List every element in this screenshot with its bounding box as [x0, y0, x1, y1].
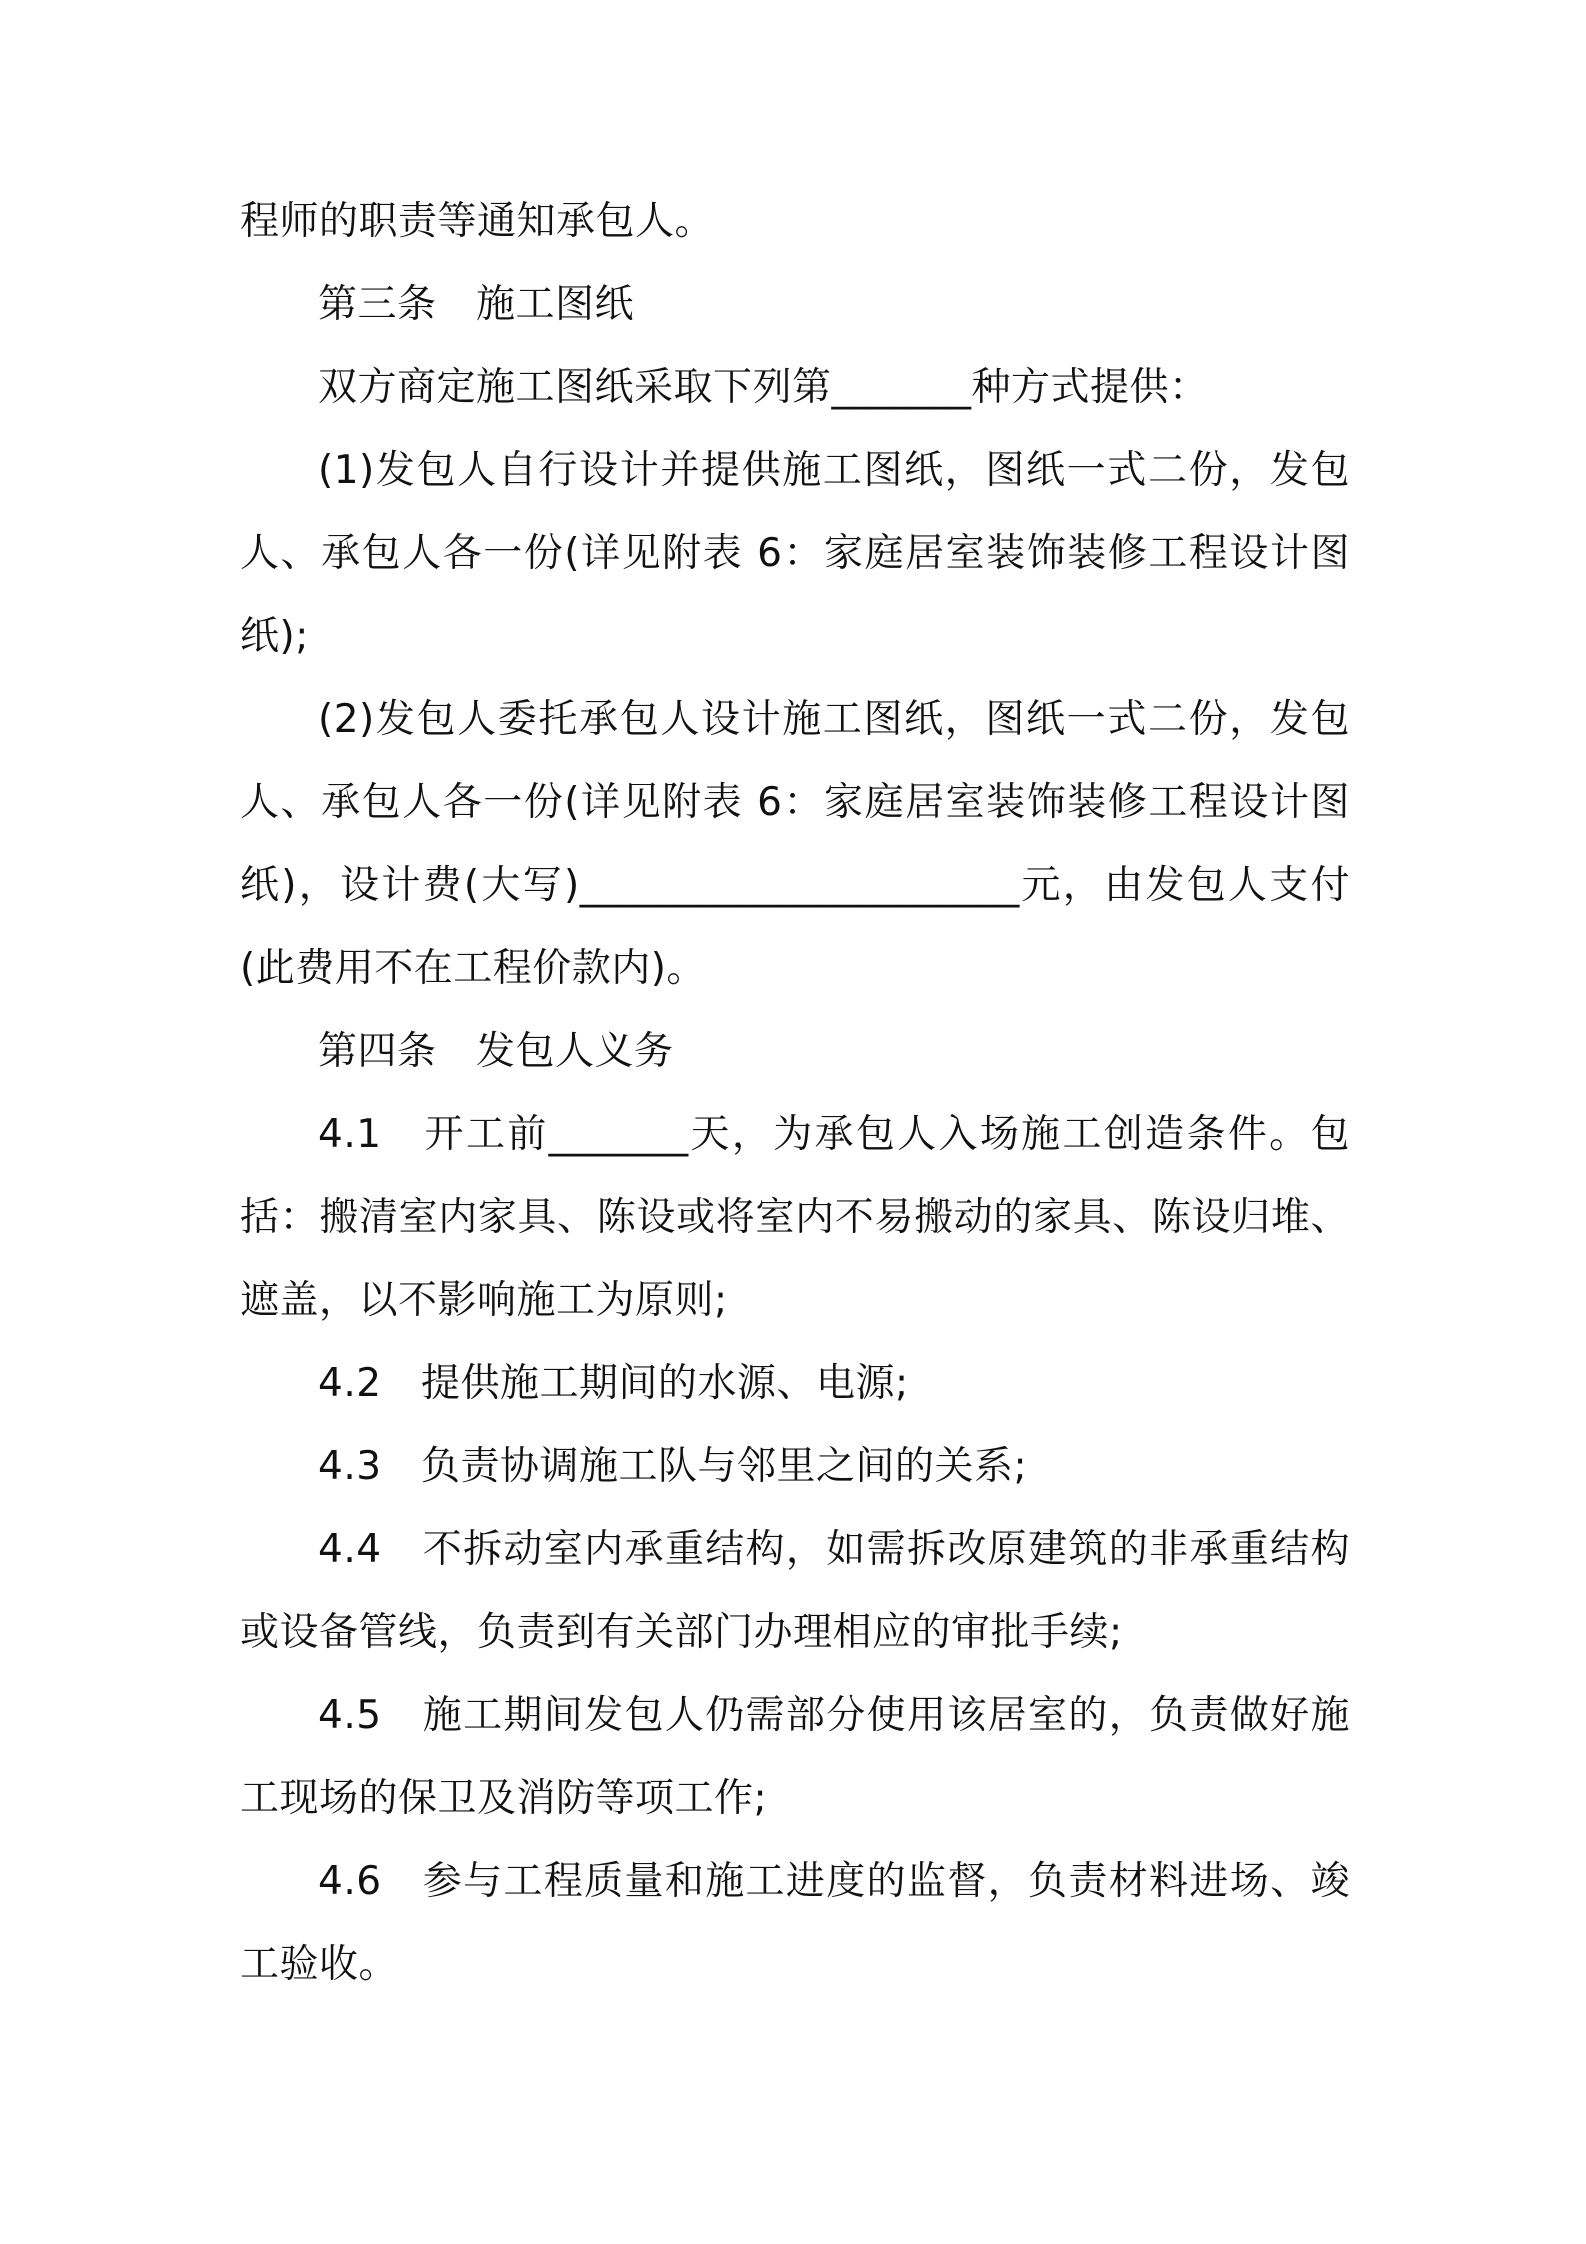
article-3-heading: 第三条 施工图纸 — [318, 282, 635, 327]
paragraph-drawing-method: 双方商定施工图纸采取下列第_______种方式提供： — [318, 365, 1209, 410]
clause-4-5: 4.5 施工期间发包人仍需部分使用该居室的，负责做好施工现场的保卫及消防等项工作; — [240, 1693, 1350, 1821]
clause-4-3: 4.3 负责协调施工队与邻里之间的关系; — [318, 1444, 1028, 1489]
paragraph-continuation: 程师的职责等通知承包人。 — [240, 199, 715, 244]
clause-4-1: 4.1 开工前_______天，为承包人入场施工创造条件。包括：搬清室内家具、陈设或将室内不易搬动的家具、陈设归堆、遮盖，以不影响施工为原则; — [240, 1112, 1350, 1323]
article-4-heading: 第四条 发包人义务 — [318, 1029, 674, 1074]
clause-4-4: 4.4 不拆动室内承重结构，如需拆改原建筑的非承重结构或设备管线，负责到有关部门办理相应的审批手续; — [240, 1527, 1350, 1655]
document-body — [240, 180, 1350, 2006]
paragraph-option-2: (2)发包人委托承包人设计施工图纸，图纸一式二份，发包人、承包人各一份(详见附表 6：家庭居室装饰装修工程设计图纸)，设计费(大写)______________________元，由发包人支付(此费用不在工程价款内)。 — [240, 697, 1350, 991]
clause-4-6: 4.6 参与工程质量和施工进度的监督，负责材料进场、竣工验收。 — [240, 1859, 1350, 1987]
clause-4-2: 4.2 提供施工期间的水源、电源; — [318, 1361, 909, 1406]
paragraph-option-1: (1)发包人自行设计并提供施工图纸，图纸一式二份，发包人、承包人各一份(详见附表 6：家庭居室装饰装修工程设计图纸); — [240, 448, 1350, 659]
